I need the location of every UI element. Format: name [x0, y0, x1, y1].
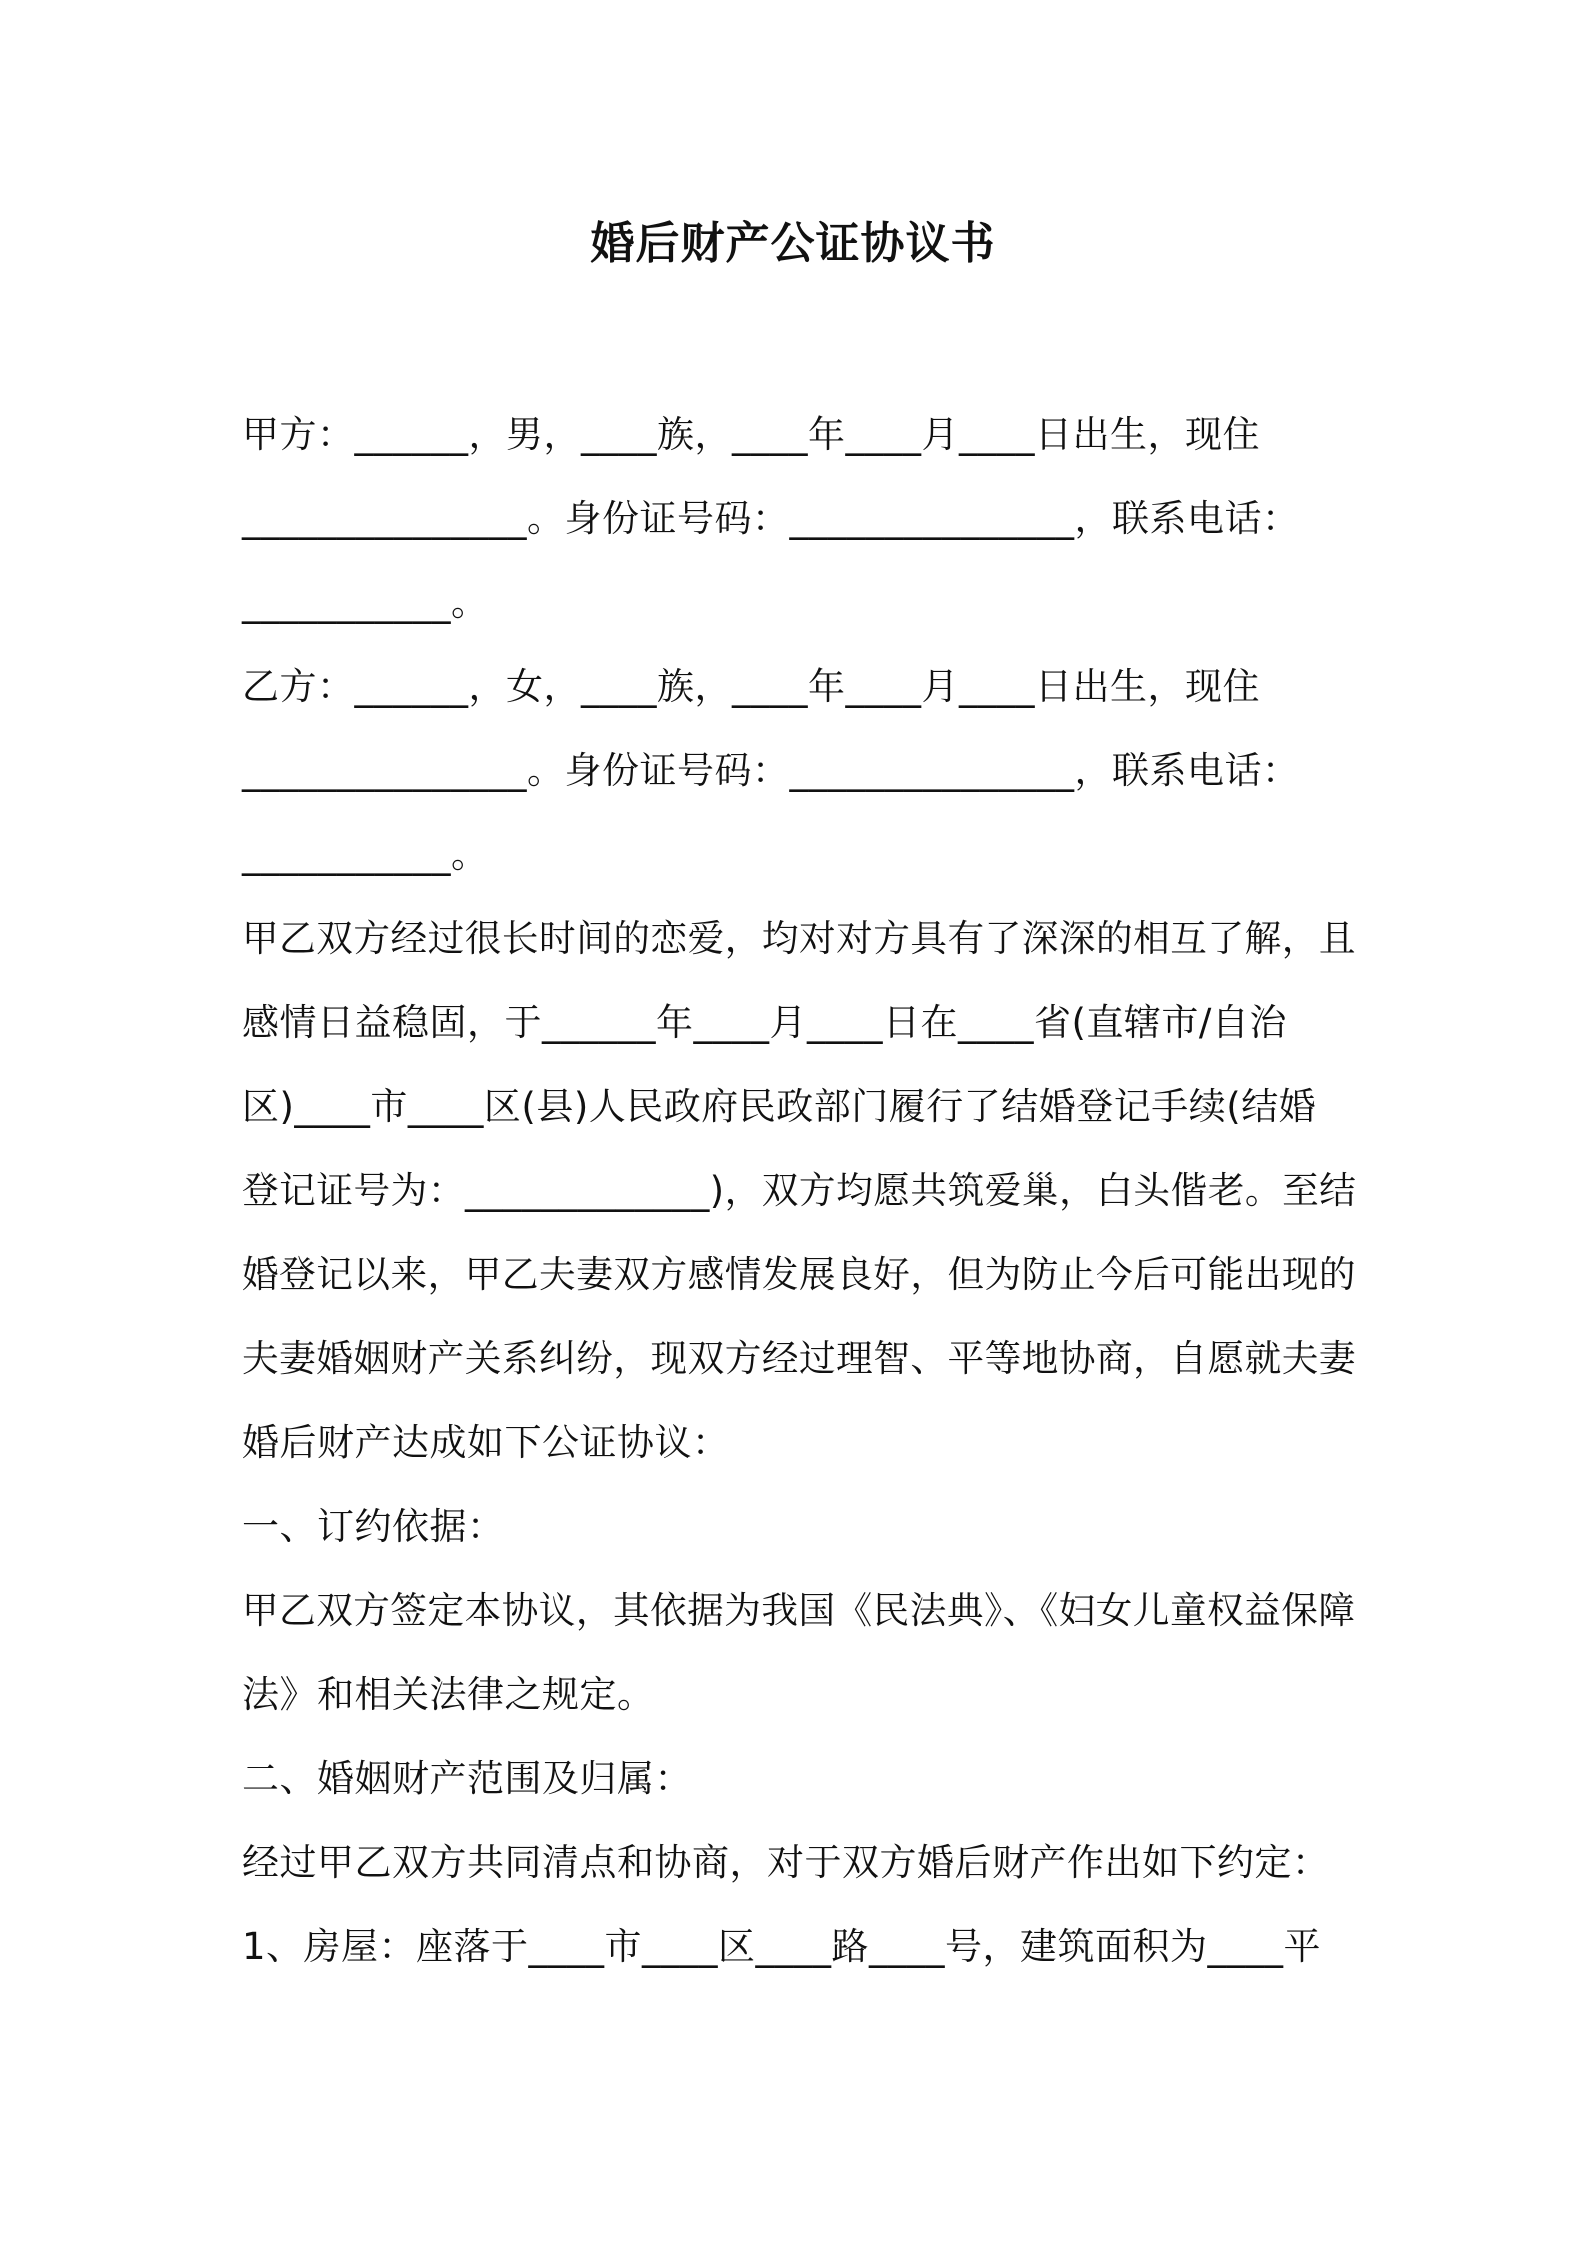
document-title: 婚后财产公证协议书	[590, 218, 996, 269]
text-line-party-b-1: 乙方：______，女，____族，____年____月____日出生，现住	[242, 665, 1260, 708]
text-line-preamble-2: 感情日益稳固，于______年____月____日在____省(直辖市/自治	[242, 1001, 1287, 1044]
text-line-party-a-2: _______________。身份证号码：_______________，联系电话：	[242, 497, 1300, 540]
text-line-basis-2: 法》和相关法律之规定。	[242, 1673, 655, 1716]
text-line-party-a-3: ___________。	[242, 581, 489, 624]
text-line-preamble-4: 登记证号为：_____________)，双方均愿共筑爱巢，白头偕老。至结	[242, 1169, 1357, 1212]
section-heading-basis: 一、订约依据：	[242, 1505, 505, 1548]
text-line-preamble-1: 甲乙双方经过很长时间的恋爱，均对对方具有了深深的相互了解，且	[242, 917, 1356, 960]
text-line-property-intro: 经过甲乙双方共同清点和协商，对于双方婚后财产作出如下约定：	[242, 1841, 1330, 1884]
text-line-preamble-3: 区)____市____区(县)人民政府民政部门履行了结婚登记手续(结婚	[242, 1085, 1317, 1128]
text-line-preamble-5: 婚登记以来，甲乙夫妻双方感情发展良好，但为防止今后可能出现的	[242, 1253, 1356, 1296]
text-line-preamble-7: 婚后财产达成如下公证协议：	[242, 1421, 730, 1464]
text-line-basis-1: 甲乙双方签定本协议，其依据为我国《民法典》、《妇女儿童权益保障	[242, 1589, 1356, 1632]
text-line-preamble-6: 夫妻婚姻财产关系纠纷，现双方经过理智、平等地协商，自愿就夫妻	[242, 1337, 1356, 1380]
text-line-property-house: 1、房屋：座落于____市____区____路____号，建筑面积为____平	[242, 1925, 1322, 1968]
text-line-party-b-3: ___________。	[242, 833, 489, 876]
text-line-party-b-2: _______________。身份证号码：_______________，联系电话：	[242, 749, 1300, 792]
section-heading-property: 二、婚姻财产范围及归属：	[242, 1757, 692, 1800]
text-line-party-a-1: 甲方：______，男，____族，____年____月____日出生，现住	[242, 413, 1260, 456]
